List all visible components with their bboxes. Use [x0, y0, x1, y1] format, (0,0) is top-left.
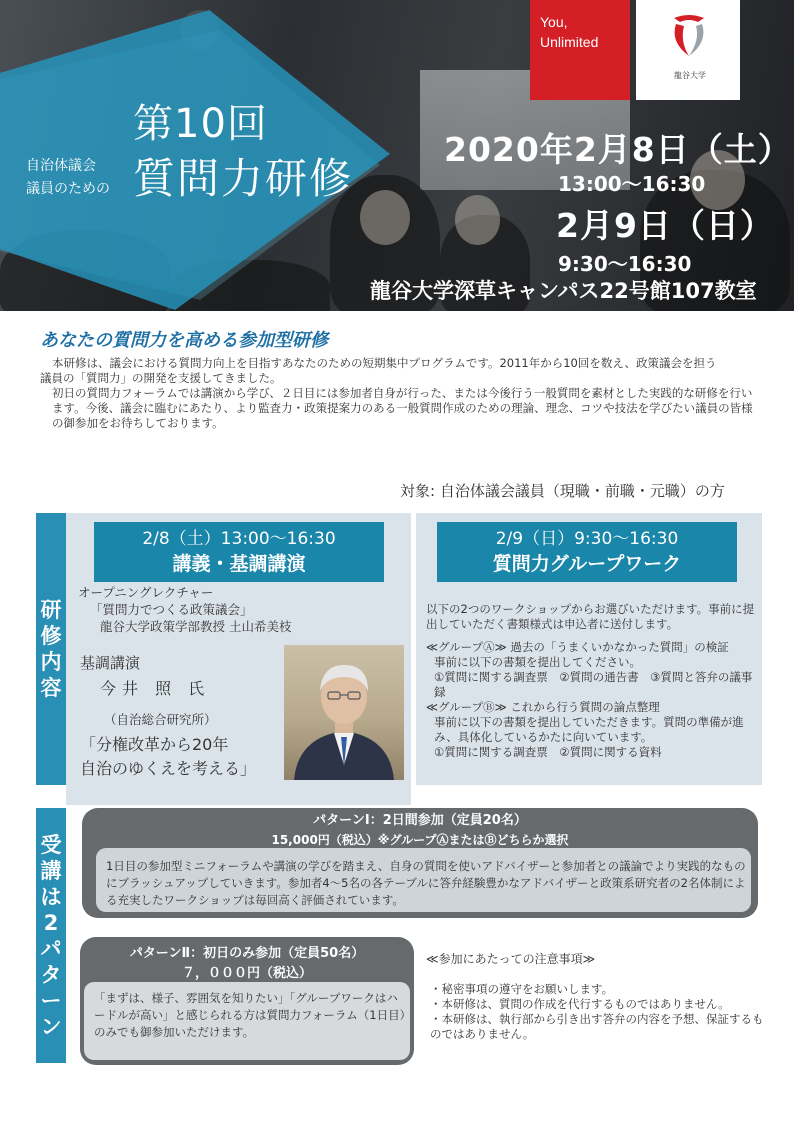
note-item: ・秘密事項の遵守をお願いします。	[430, 982, 614, 996]
pattern2-price: ７，０００円（税込）	[181, 966, 312, 981]
intro-paragraph-1b: 議員の「質問力」の開発を支援してきました。	[40, 371, 282, 385]
keynote-title	[80, 733, 256, 781]
day1-header	[94, 522, 384, 582]
opening-lecture-speaker: 龍谷大学政策学部教授 土山希美枝	[100, 619, 292, 634]
day2-header	[437, 522, 737, 582]
keynote-label: 基調講演	[80, 654, 141, 672]
event-venue: 龍谷大学深草キャンパス22号館107教室	[370, 279, 757, 303]
day1-header-title: 講義・基調講演	[172, 553, 306, 575]
speaker-portrait-image	[284, 645, 404, 780]
intro-text	[40, 356, 760, 431]
notes-title: ≪参加にあたっての注意事項≫	[426, 952, 596, 966]
group-b-title: ≪グループⒷ≫ これから行う質問の論点整理	[426, 700, 660, 714]
brand-slogan-line2: Unlimited	[540, 34, 599, 50]
workshop-description	[426, 602, 756, 760]
opening-lecture-label: オープニングレクチャー	[78, 585, 214, 600]
pattern1-price: 15,000円（税込）※グループⒶまたはⒷどちらか選択	[271, 833, 569, 847]
keynote-title-line1: 「分権改革から20年	[80, 735, 229, 754]
hero-subtitle-line1: 自治体議会	[26, 158, 96, 174]
brand-slogan-line1: You,	[540, 14, 568, 30]
section-label-content-text: 研修内容	[40, 598, 62, 700]
section-label-patterns	[36, 808, 66, 1063]
event-time-day1: 13:00～16:30	[558, 172, 706, 196]
keynote-speaker: 今井 照 氏	[100, 679, 211, 698]
group-b-note: 事前に以下の書類を提出していただきます。質問の準備が進み、具体化しているかたに向いています。	[434, 715, 744, 744]
event-date-day2: 2月9日（日）	[556, 206, 774, 245]
notes-list	[430, 982, 770, 1042]
group-b-documents: ①質問に関する調査票 ②質問に関する資料	[434, 745, 662, 759]
group-a-title: ≪グループⒶ≫ 過去の「うまくいかなかった質問」の検証	[426, 640, 729, 654]
note-item: ・本研修は、質問の作成を代行するものではありません。	[430, 997, 730, 1011]
section-label-content	[36, 513, 66, 785]
photo-person-head	[455, 195, 500, 245]
opening-lecture	[78, 584, 291, 635]
event-time-day2: 9:30～16:30	[558, 252, 692, 276]
section-label-patterns-text: 受講は2パターン	[40, 832, 62, 1039]
day1-header-date: 2/8（土）13:00～16:30	[142, 529, 336, 549]
note-item: ・本研修は、執行部から引き出す答弁の内容を予想、保証するものではありません。	[430, 1012, 764, 1041]
group-a-note: 事前に以下の書類を提出してください。	[434, 655, 641, 669]
pattern2-title: パターンⅡ：初日のみ参加（定員50名）	[129, 946, 365, 961]
university-logo-caption: 龍谷大学	[674, 71, 706, 80]
target-audience: 対象: 自治体議会議員（現職・前職・元職）の方	[400, 482, 725, 500]
keynote-organization: （自治総合研究所）	[104, 712, 217, 727]
group-a-documents: ①質問に関する調査票 ②質問の通告書 ③質問と答弁の議事録	[434, 670, 753, 699]
event-date-day1: 2020年2月8日（土）	[444, 130, 792, 169]
hero-title-edition: 第10回	[133, 101, 268, 147]
hero-banner	[0, 0, 794, 311]
workshop-intro: 以下の2つのワークショップからお選びいただけます。事前に提出していただく書類様式は申込者に送付します。	[426, 602, 755, 631]
keynote-title-line2: 自治のゆくえを考える」	[80, 759, 257, 778]
hero-subtitle-line2: 議員のための	[26, 181, 110, 197]
day2-header-title: 質問力グループワーク	[492, 553, 682, 575]
opening-lecture-title: 「質問力でつくる政策議会」	[90, 602, 253, 617]
pattern2-description: 「まずは、様子、雰囲気を知りたい」「グループワークはハードルが高い」と感じられる方は質問力フォーラム（1日目）のみでも御参加いただけます。	[94, 991, 406, 1039]
catch-copy: あなたの質問力を高める参加型研修	[40, 330, 328, 351]
brand-slogan	[540, 12, 598, 52]
university-logo-icon	[668, 12, 710, 60]
pattern1-description: 1日目の参加型ミニフォーラムや講演の学びを踏まえ、自身の質問を使いアドバイザーと参加者との議論でより実践的なものにブラッシュアップしていきます。参加者4～5名の各テーブルに答弁経験豊かなアドバイザーと政策系研究者の2名体制による充実したワークショップは毎回高く評価されています。	[106, 859, 746, 907]
day2-header-date: 2/9（日）9:30～16:30	[495, 529, 679, 549]
intro-paragraph-2: 初日の質問力フォーラムでは講演から学び、２日目には参加者自身が行った、または今後行う一般質問を素材とした実践的な研修を行います。今後、議会に臨むにあたり、より監査力・政策提案力のある一般質問作成のための理論、理念、コツや技法を学びたい議員の皆様の御参加をお待ちしております。	[52, 386, 753, 430]
pattern1-title: パターンⅠ：2日間参加（定員20名）	[313, 813, 527, 828]
hero-title-main: 質問力研修	[133, 154, 354, 203]
intro-paragraph-1: 本研修は、議会における質問力向上を目指すあなたのための短期集中プログラムです。2011年から10回を数え、政策議会を担う	[52, 356, 717, 370]
speaker-portrait	[284, 645, 404, 780]
photo-person-head	[360, 190, 410, 245]
